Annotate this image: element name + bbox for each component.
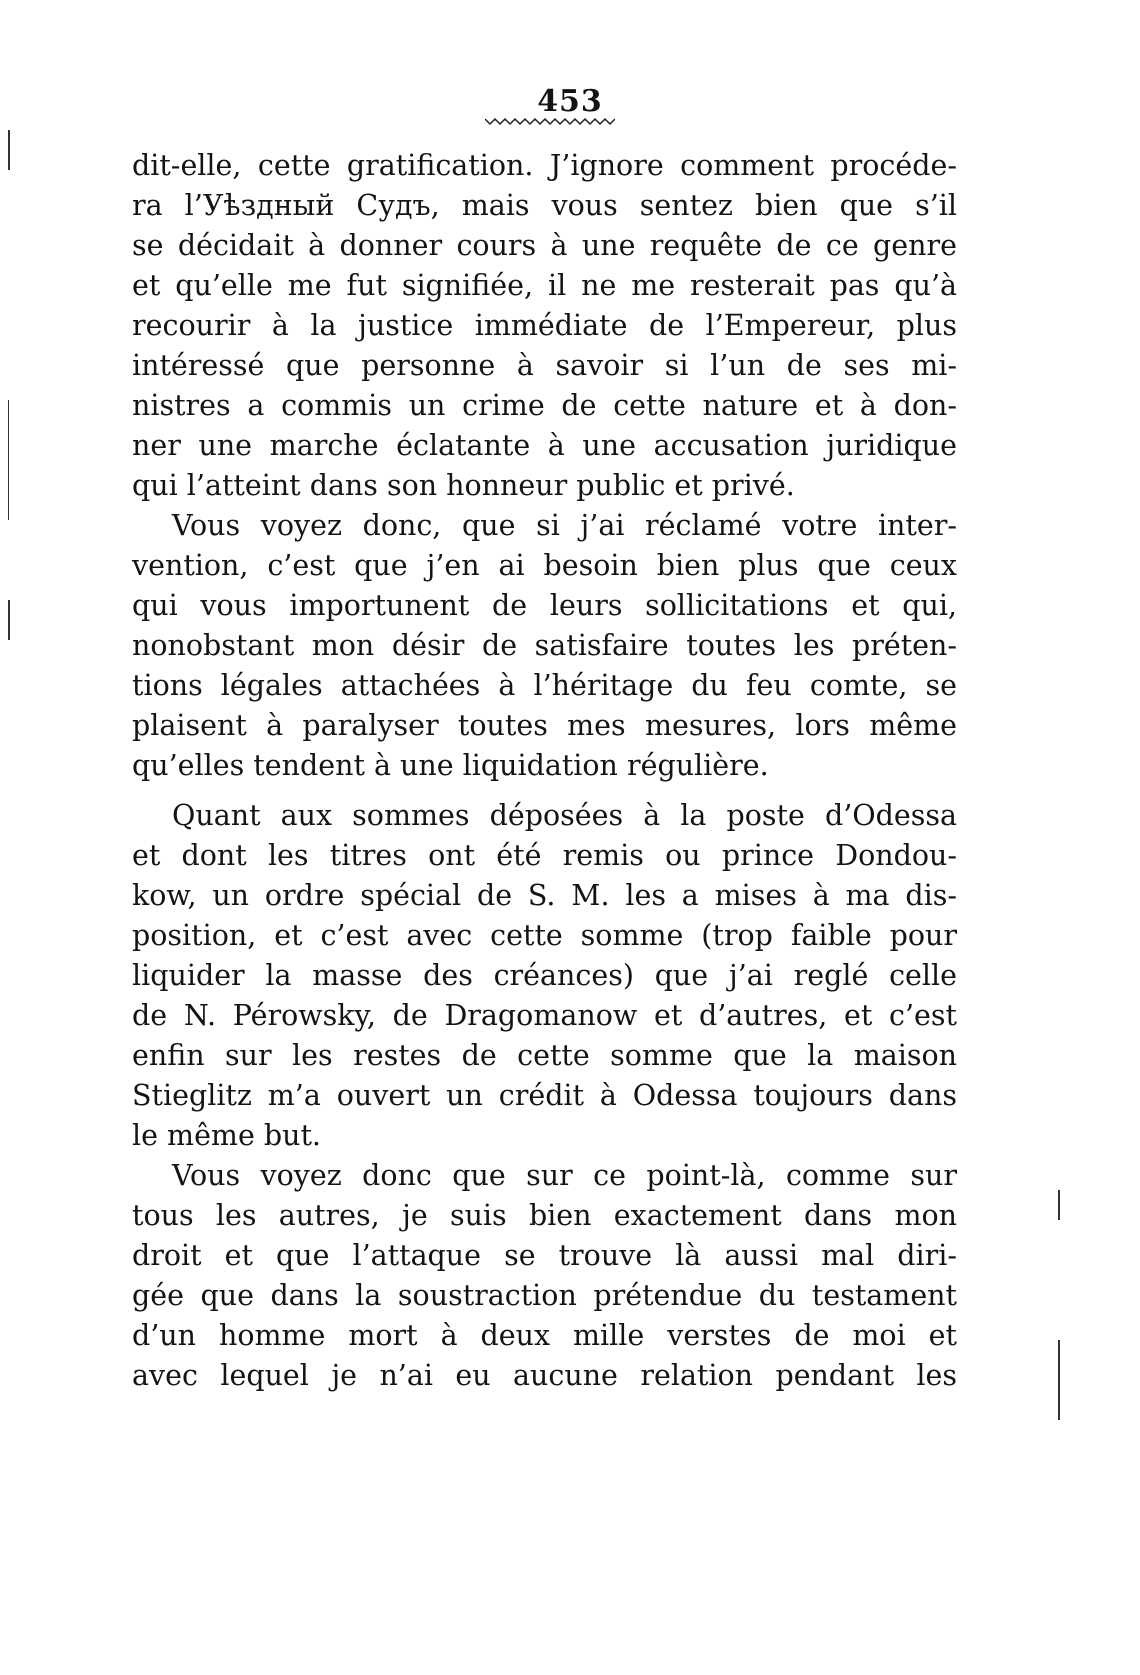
page-number: 453 <box>537 84 603 119</box>
text-line: qui l’atteint dans son honneur public et privé. <box>132 469 795 502</box>
text-line: qu’elles tendent à une liquidation régulière. <box>132 749 769 782</box>
text-line: Vous voyez donc, que si j’ai réclamé votre inter- <box>172 509 957 542</box>
text-line: Stieglitz m’a ouvert un crédit à Odessa toujours dans <box>132 1079 957 1112</box>
text-line: vention, c’est que j’en ai besoin bien plus que ceux <box>132 549 957 582</box>
text-line: de N. Pérowsky, de Dragomanow et d’autres, et c’est <box>132 999 957 1032</box>
text-line: plaisent à paralyser toutes mes mesures, lors même <box>132 709 957 742</box>
right-margin-rule <box>1058 1190 1060 1220</box>
text-line: et dont les titres ont été remis ou prince Dondou- <box>132 839 957 872</box>
text-line: recourir à la justice immédiate de l’Empereur, plus <box>132 309 957 342</box>
text-line: avec lequel je n’ai eu aucune relation pendant les <box>132 1359 957 1392</box>
left-margin-rule <box>8 400 9 520</box>
text-line: gée que dans la soustraction prétendue du testament <box>132 1279 957 1312</box>
right-margin-rule <box>1058 1340 1060 1420</box>
text-line: intéressé que personne à savoir si l’un de ses mi- <box>132 349 957 382</box>
text-line: position, et c’est avec cette somme (trop faible pour <box>132 919 957 952</box>
text-line: ner une marche éclatante à une accusation juridique <box>132 429 957 462</box>
text-line: dit-elle, cette gratification. J’ignore comment procéde- <box>132 149 957 182</box>
text-line: Vous voyez donc que sur ce point-là, comme sur <box>172 1159 957 1192</box>
text-line: droit et que l’attaque se trouve là aussi mal diri- <box>132 1239 957 1272</box>
left-margin-rule <box>8 130 10 170</box>
text-line: ra l’Уѣздный Судъ, mais vous sentez bien que s’il <box>132 189 957 222</box>
text-line: liquider la masse des créances) que j’ai reglé celle <box>132 959 957 992</box>
text-line: d’un homme mort à deux mille verstes de moi et <box>132 1319 957 1352</box>
paragraph-3 <box>132 796 957 1156</box>
paragraph-4 <box>132 1156 957 1396</box>
text-line: enfin sur les restes de cette somme que la maison <box>132 1039 957 1072</box>
text-line: kow, un ordre spécial de S. M. les a mises à ma dis- <box>132 879 957 912</box>
paragraph-1 <box>132 146 957 506</box>
text-line: tions légales attachées à l’héritage du feu comte, se <box>132 669 957 702</box>
text-line: Quant aux sommes déposées à la poste d’Odessa <box>172 799 957 832</box>
text-line: qui vous importunent de leurs sollicitations et qui, <box>132 589 957 622</box>
text-line: tous les autres, je suis bien exactement dans mon <box>132 1199 957 1232</box>
left-margin-rule <box>8 600 10 640</box>
text-line: nistres a commis un crime de cette nature et à don- <box>132 389 957 422</box>
text-line: nonobstant mon désir de satisfaire toutes les préten- <box>132 629 957 662</box>
text-line: et qu’elle me fut signifiée, il ne me resterait pas qu’à <box>132 269 957 302</box>
text-line: le même but. <box>132 1119 321 1152</box>
paragraph-2 <box>132 506 957 786</box>
text-line: se décidait à donner cours à une requête de ce genre <box>132 229 957 262</box>
page-number-ornament <box>485 116 615 126</box>
